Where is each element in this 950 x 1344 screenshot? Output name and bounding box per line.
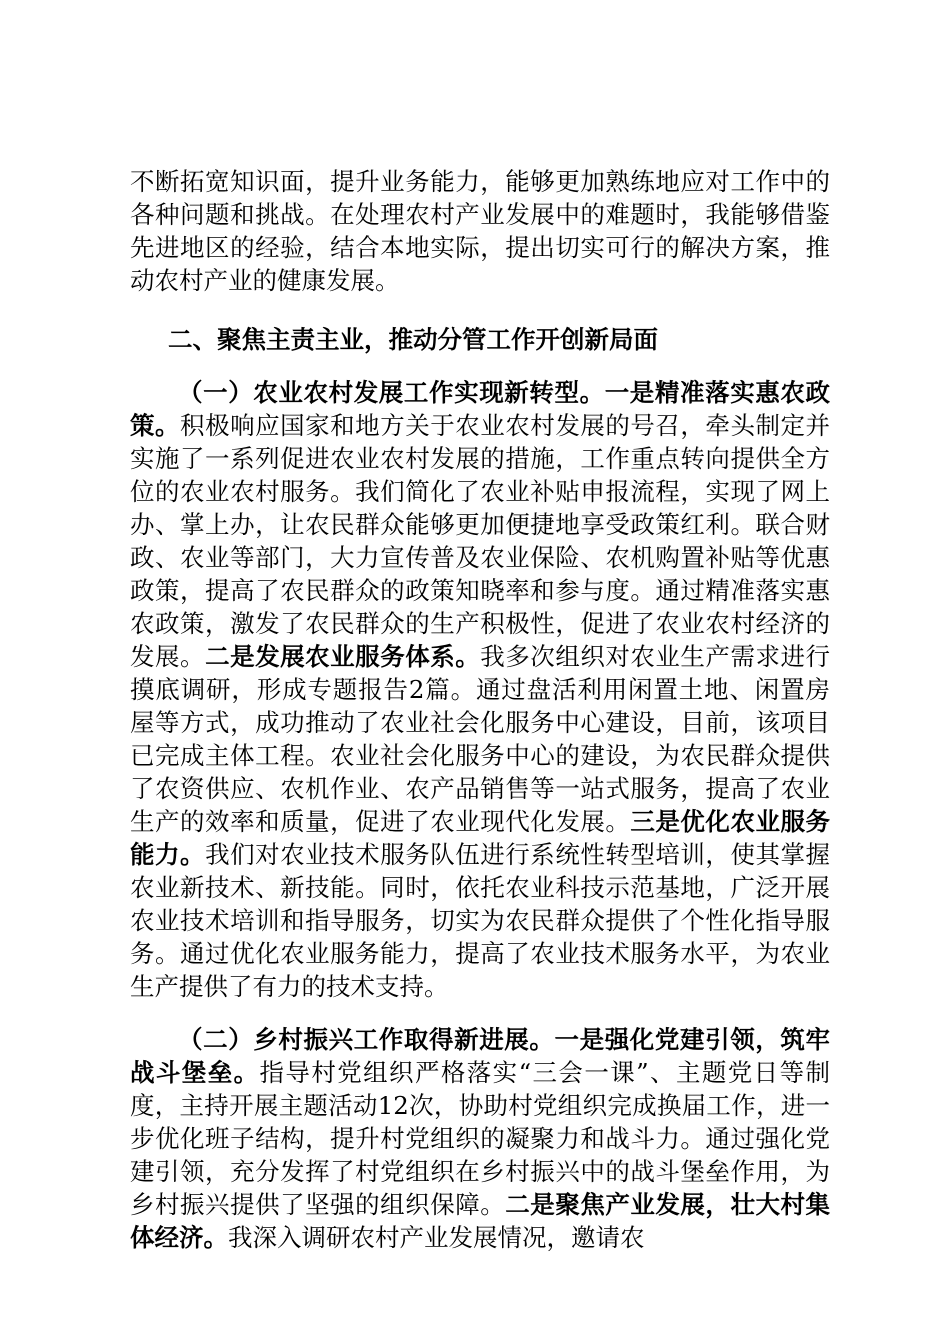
body-text-2-2: 我深入调研农村产业发展情况，邀请农 [228, 1223, 645, 1252]
body-text-2-1: 指导村党组织严格落实“三会一课”、主题党日等制度，主持开展主题活动12次，协助村党组织完成换届工作，进一步优化班子结构，提升村党组织的凝聚力和战斗力。通过强化党建引领，充分发挥了村党组织在乡村振兴中的战斗堡垒作用，为乡村振兴提供了坚强的组织保障。 [130, 1058, 830, 1219]
lead-point-1-2: 二是发展农业服务体系。 [205, 642, 481, 671]
paragraph-intro [130, 165, 830, 297]
lead-point-2-2: 二是聚焦产业发展，壮大村集体经济。 [130, 1190, 831, 1252]
lead-point-2-1: 一是强化党建引领，筑牢战斗堡垒。 [130, 1025, 830, 1087]
document-page [130, 165, 830, 1254]
subsection-title-2: （二）乡村振兴工作取得新进展。 [178, 1025, 555, 1054]
subsection-title-1: （一）农业农村发展工作实现新转型。 [178, 378, 605, 407]
body-text-1-2: 我多次组织对农业生产需求进行摸底调研，形成专题报告2篇。通过盘活利用闲置土地、闲置房屋等方式，成功推动了农业社会化服务中心建设，目前，该项目已完成主体工程。农业社会化服务中心的建设，为农民群众提供了农资供应、农机作业、农产品销售等一站式服务，提高了农业生产的效率和质量，促进了农业现代化发展。 [130, 642, 831, 836]
body-text-1-3: 我们对农业技术服务队伍进行系统性转型培训，使其掌握农业新技术、新技能。同时，依托农业科技示范基地，广泛开展农业技术培训和指导服务，切实为农民群众提供了个性化指导服务。通过优化农业服务能力，提高了农业技术服务水平，为农业生产提供了有力的技术支持。 [130, 840, 831, 1001]
lead-point-1-3: 三是优化农业服务能力。 [130, 807, 831, 869]
section-heading-2 [130, 323, 830, 356]
paragraph-agriculture [130, 376, 830, 1003]
section-heading-2-text: 二、聚焦主责主业，推动分管工作开创新局面 [168, 325, 658, 354]
paragraph-rural-revitalization [130, 1023, 830, 1254]
lead-point-1-1: 一是精准落实惠农政策。 [130, 378, 831, 440]
body-text-1-1: 积极响应国家和地方关于农业农村发展的号召，牵头制定并实施了一系列促进农业农村发展的措施，工作重点转向提供全方位的农业农村服务。我们简化了农业补贴申报流程，实现了网上办、掌上办，让农民群众能够更加便捷地享受政策红利。联合财政、农业等部门，大力宣传普及农业保险、农机购置补贴等优惠政策，提高了农民群众的政策知晓率和参与度。通过精准落实惠农政策，激发了农民群众的生产积极性，促进了农业农村经济的发展。 [130, 411, 831, 671]
paragraph-intro-text: 不断拓宽知识面，提升业务能力，能够更加熟练地应对工作中的各种问题和挑战。在处理农村产业发展中的难题时，我能够借鉴先进地区的经验，结合本地实际，提出切实可行的解决方案，推动农村产业的健康发展。 [130, 167, 830, 295]
